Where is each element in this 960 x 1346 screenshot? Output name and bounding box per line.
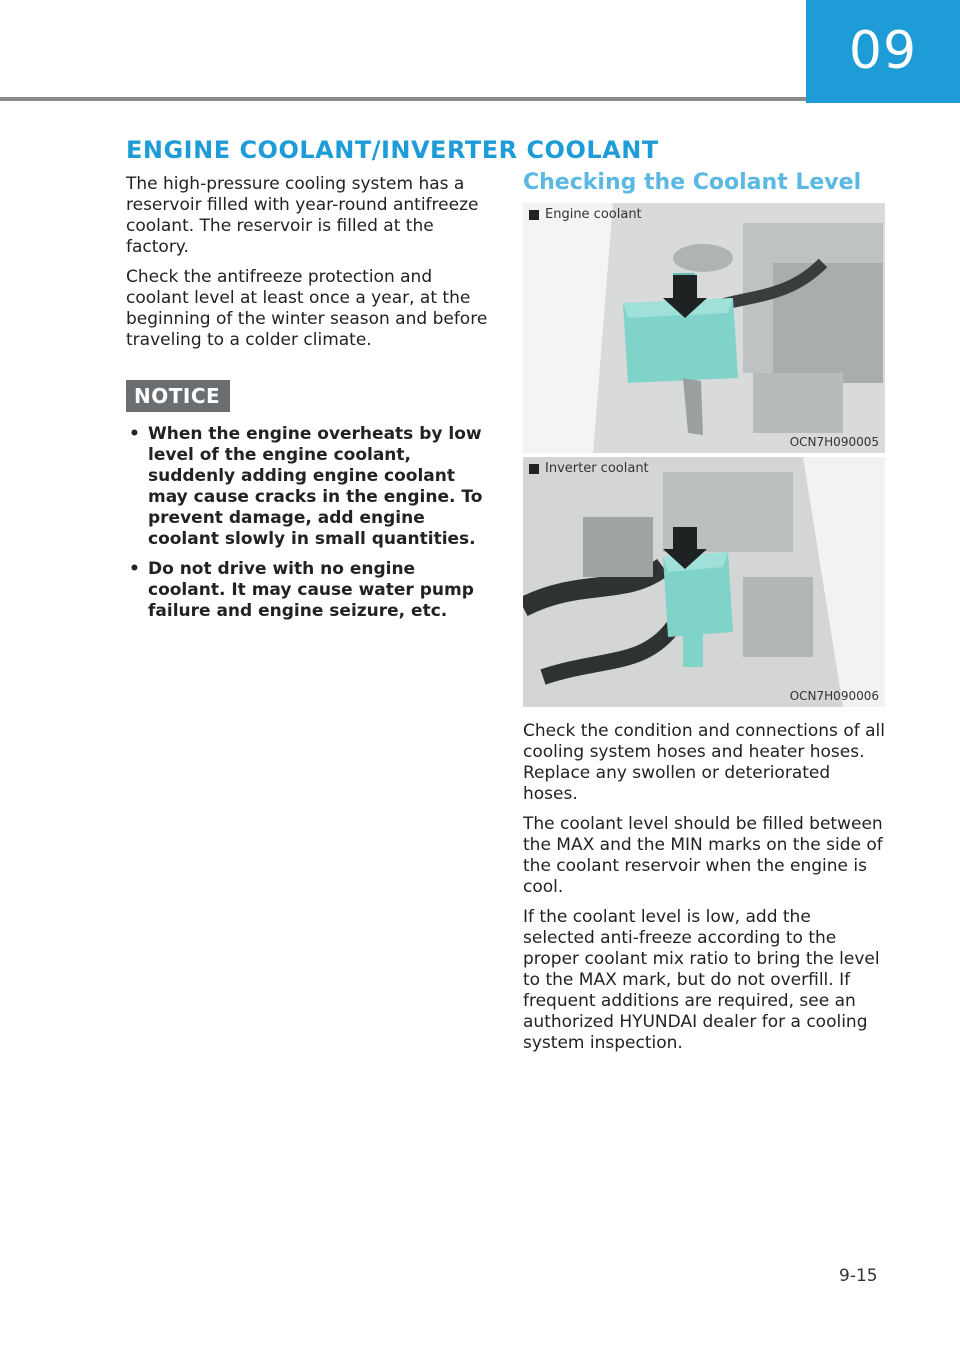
- figure-code: OCN7H090006: [789, 689, 879, 703]
- intro-paragraph-2: Check the antifreeze protection and coolant level at least once a year, at the beginning of the winter season and before traveling to a colder climate.: [126, 267, 488, 350]
- notice-label: NOTICE: [126, 380, 230, 412]
- right-column: [523, 170, 887, 1063]
- bullet-icon: •: [129, 424, 140, 444]
- intro-paragraph-1: The high-pressure cooling system has a reservoir filled with year-round antifreeze coolant. The reservoir is filled at the factory.: [126, 174, 479, 257]
- bullet-icon: •: [129, 559, 140, 579]
- notice-item-text: When the engine overheats by low level of the engine coolant, suddenly adding engine coolant may cause cracks in the engine. To prevent damage, add engine coolant slowly in small quantities.: [148, 424, 483, 549]
- figure-caption: [529, 207, 642, 222]
- figure-code: OCN7H090005: [789, 435, 879, 449]
- notice-item: [126, 559, 490, 622]
- figure-caption-text: Inverter coolant: [545, 461, 649, 476]
- figure-caption: [529, 461, 649, 476]
- figure-caption-text: Engine coolant: [545, 207, 642, 222]
- caption-square-icon: [529, 210, 539, 220]
- notice-item-text: Do not drive with no engine coolant. It may cause water pump failure and engine seizure, etc.: [148, 559, 474, 621]
- check-paragraph-2: The coolant level should be filled between the MAX and the MIN marks on the side of the coolant reservoir when the engine is cool.: [523, 814, 883, 897]
- inverter-coolant-figure: [523, 457, 885, 707]
- engine-bay-illustration: [523, 203, 885, 453]
- section-title: ENGINE COOLANT/INVERTER COOLANT: [126, 136, 659, 164]
- caption-square-icon: [529, 464, 539, 474]
- inverter-bay-illustration: [523, 457, 885, 707]
- header-rule: [0, 97, 806, 101]
- left-column: [126, 174, 490, 631]
- chapter-tab: 09: [806, 0, 960, 103]
- subsection-title: Checking the Coolant Level: [523, 170, 862, 195]
- notice-item: [126, 424, 490, 550]
- engine-coolant-figure: [523, 203, 885, 453]
- check-paragraph-3: If the coolant level is low, add the selected anti-freeze according to the proper coolant mix ratio to bring the level to the MAX mark, but do not overfill. If frequent additions are required, see an authorized HYUNDAI dealer for a cooling system inspection.: [523, 907, 880, 1053]
- right-body: [523, 721, 887, 1054]
- check-paragraph-1: Check the condition and connections of all cooling system hoses and heater hoses. Replace any swollen or deteriorated hoses.: [523, 721, 885, 804]
- page-number: 9-15: [839, 1266, 878, 1286]
- notice-list: [126, 424, 490, 622]
